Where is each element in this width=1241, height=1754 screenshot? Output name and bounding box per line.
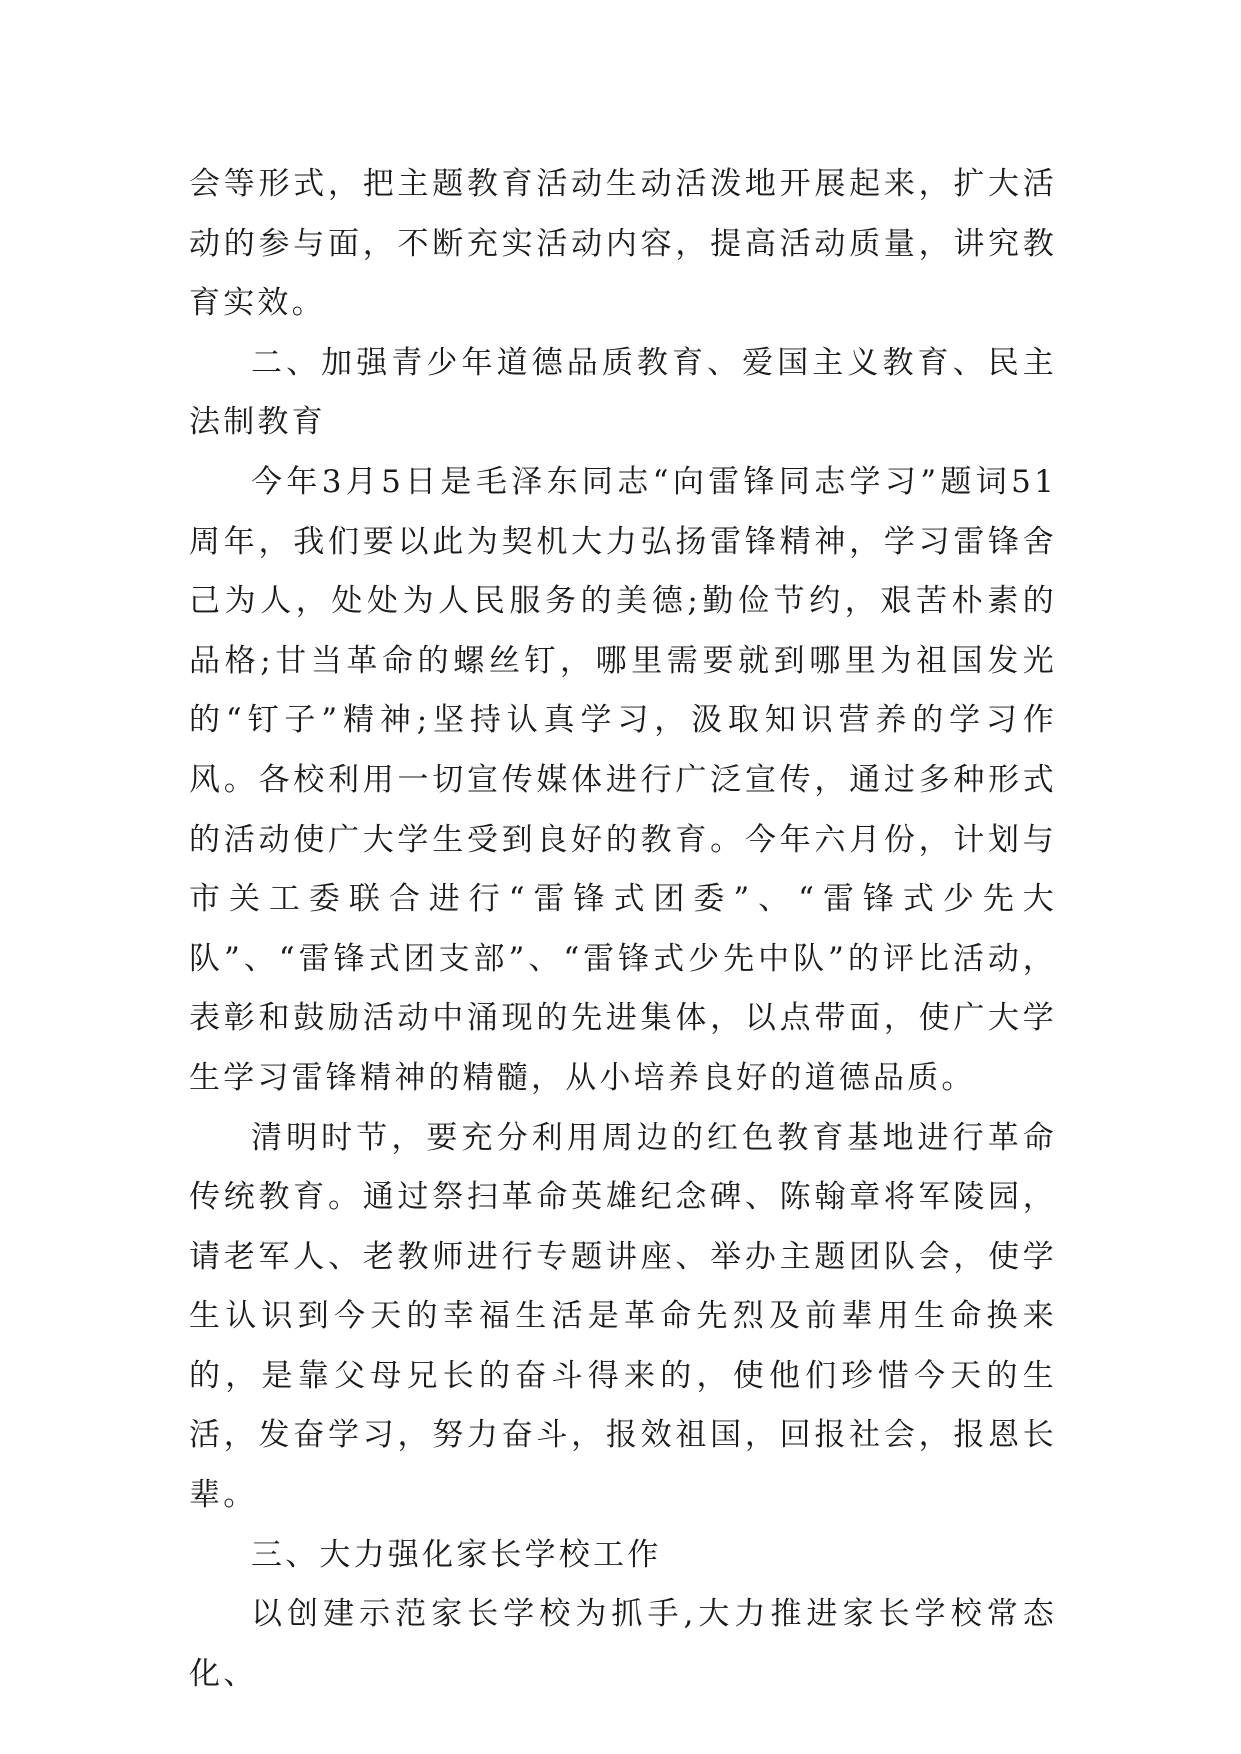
document-page (189, 155, 1057, 1704)
paragraph-qingming: 清明时节，要充分利用周边的红色教育基地进行革命传统教育。通过祭扫革命英雄纪念碑、陈翰章将军陵园，请老军人、老教师进行专题讲座、举办主题团队会，使学生认识到今天的幸福生活是革命先烈及前辈用生命换来的，是靠父母兄长的奋斗得来的，使他们珍惜今天的生活，发奋学习，努力奋斗，报效祖国，回报社会，报恩长辈。 (189, 1119, 1057, 1514)
paragraph-lei-feng: 今年3月5日是毛泽东同志“向雷锋同志学习”题词51周年，我们要以此为契机大力弘扬雷锋精神，学习雷锋舍己为人，处处为人民服务的美德;勤俭节约，艰苦朴素的品格;甘当革命的螺丝钉，哪里需要就到哪里为祖国发光的“钉子”精神;坚持认真学习，汲取知识营养的学习作风。各校利用一切宣传媒体进行广泛宣传，通过多种形式的活动使广大学生受到良好的教育。今年六月份，计划与市关工委联合进行“雷锋式团委”、“雷锋式少先大队”、“雷锋式团支部”、“雷锋式少先中队”的评比活动，表彰和鼓励活动中涌现的先进集体，以点带面，使广大学生学习雷锋精神的精髓，从小培养良好的道德品质。 (189, 463, 1057, 1096)
section-heading-3: 三、大力强化家长学校工作 (251, 1536, 662, 1573)
section-heading-2: 二、加强青少年道德品质教育、爱国主义教育、民主法制教育 (189, 344, 1057, 441)
paragraph-parent-school: 以创建示范家长学校为抓手,大力推进家长学校常态化、 (189, 1596, 1057, 1692)
paragraph-1: 会等形式，把主题教育活动生动活泼地开展起来，扩大活动的参与面，不断充实活动内容，提高活动质量，讲究教育实效。 (189, 166, 1057, 322)
